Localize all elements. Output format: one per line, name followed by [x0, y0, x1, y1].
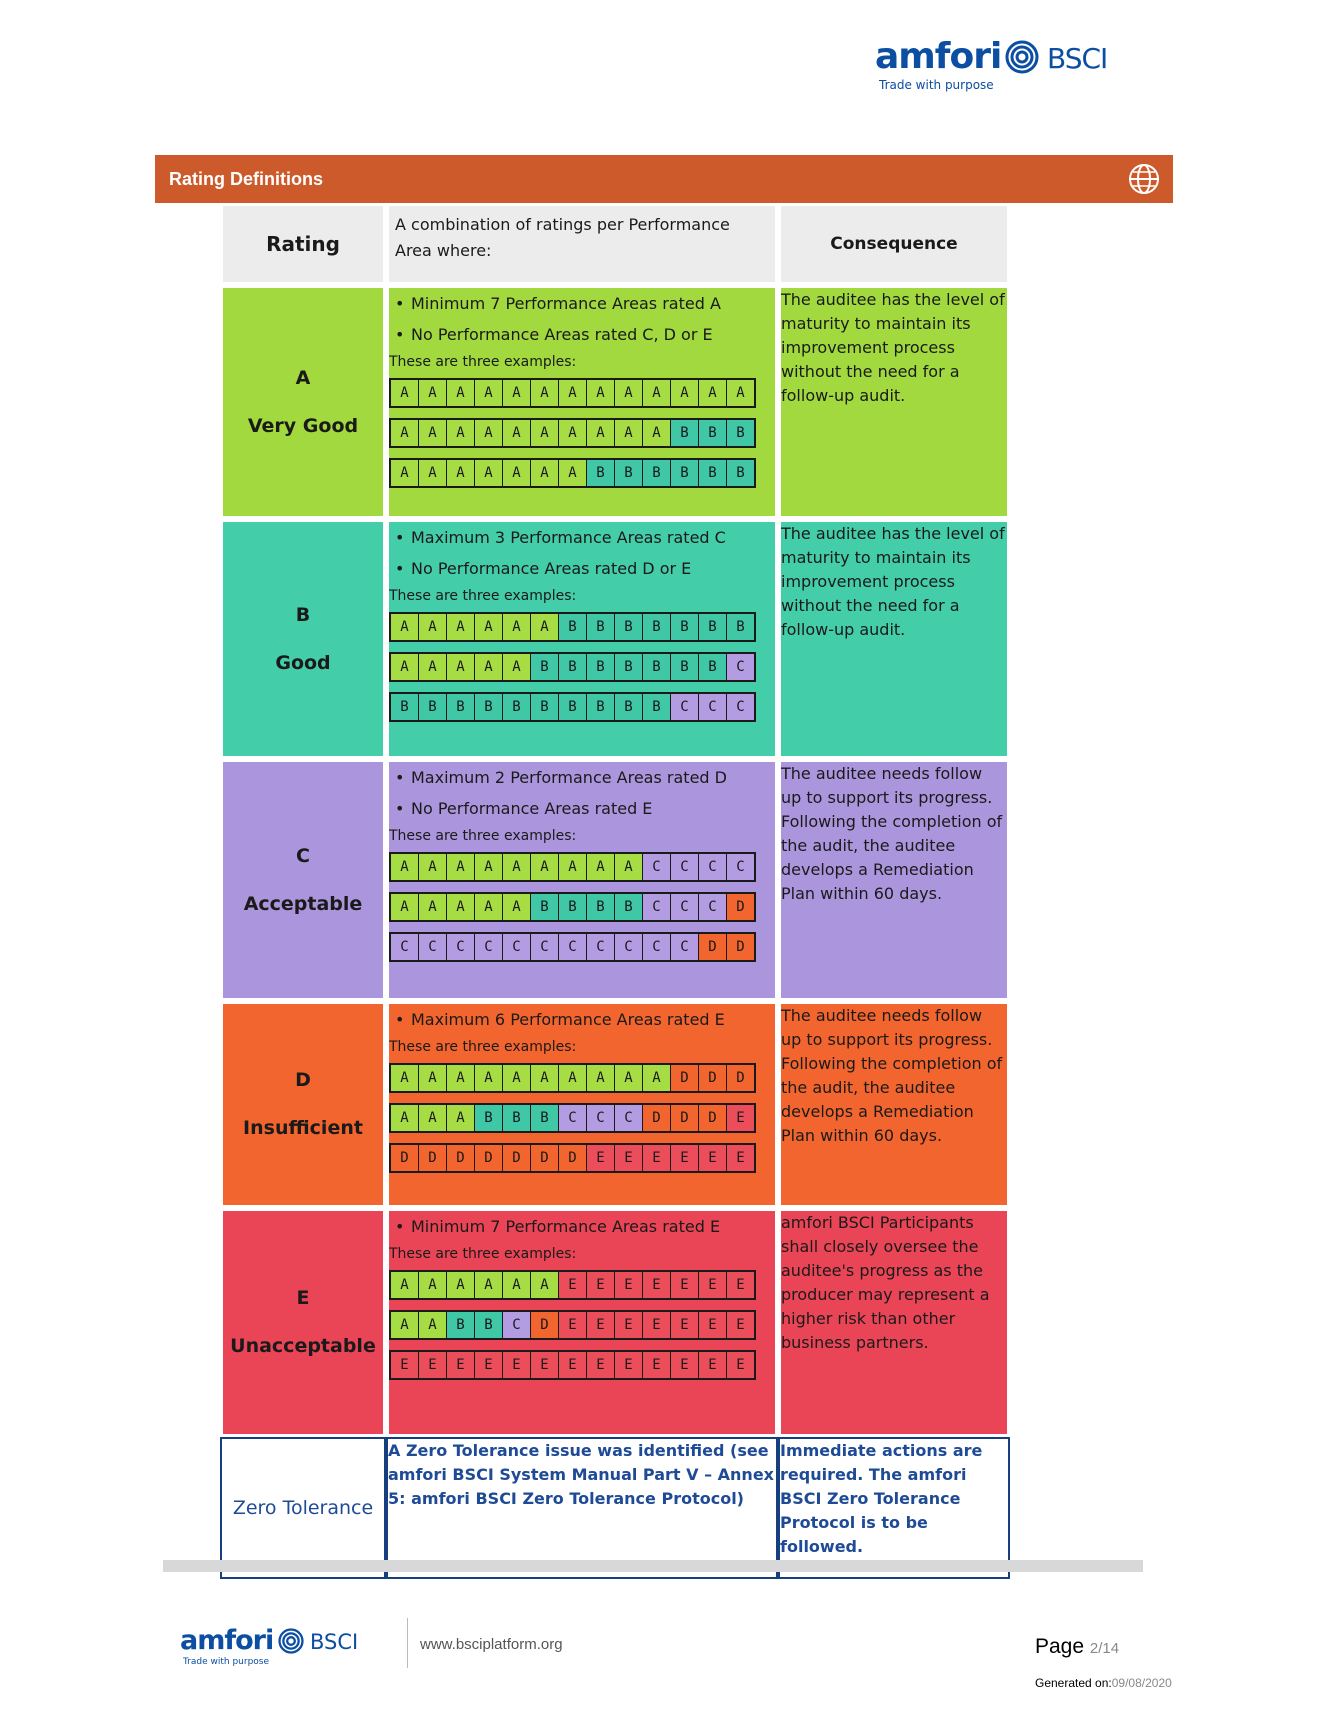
example-cell: B: [643, 460, 671, 486]
example-cell: A: [391, 854, 419, 880]
example-cell: A: [531, 1272, 559, 1298]
criteria-bullet: • Minimum 7 Performance Areas rated A: [389, 288, 775, 319]
example-cell: A: [587, 420, 615, 446]
example-cell: A: [587, 380, 615, 406]
example-cell: B: [475, 694, 503, 720]
example-cell: A: [447, 894, 475, 920]
example-cell: A: [419, 1065, 447, 1091]
example-cell: B: [699, 420, 727, 446]
example-cell: C: [671, 934, 699, 960]
example-cell: E: [643, 1312, 671, 1338]
example-cell: D: [699, 1065, 727, 1091]
example-cell: A: [391, 420, 419, 446]
example-strip: [389, 1143, 756, 1173]
example-cell: C: [615, 934, 643, 960]
example-cell: A: [391, 654, 419, 680]
criteria-bullet: • No Performance Areas rated E: [389, 793, 775, 824]
logo-tagline: Trade with purpose: [183, 1657, 270, 1667]
example-cell: D: [727, 1065, 754, 1091]
example-cell: A: [391, 614, 419, 640]
rating-letter: B: [295, 604, 311, 627]
example-cell: A: [615, 420, 643, 446]
example-cell: A: [559, 854, 587, 880]
logo-bsci: BSCI: [1047, 42, 1108, 75]
example-cell: B: [531, 654, 559, 680]
criteria-bullet: • Maximum 3 Performance Areas rated C: [389, 522, 775, 553]
example-cell: B: [643, 654, 671, 680]
table-header-row: [220, 203, 1010, 285]
consequence-cell: The auditee needs follow up to support its progress. Following the completion of the audit, the auditee develops a Remediation Plan within 60 days.: [778, 1001, 1010, 1208]
example-cell: D: [391, 1145, 419, 1171]
example-cell: A: [391, 894, 419, 920]
example-cell: B: [671, 460, 699, 486]
example-cell: A: [475, 1272, 503, 1298]
example-cell: B: [559, 894, 587, 920]
example-cell: B: [699, 460, 727, 486]
example-cell: E: [671, 1352, 699, 1378]
example-cell: A: [475, 894, 503, 920]
example-cell: C: [419, 934, 447, 960]
example-cell: E: [615, 1272, 643, 1298]
example-cell: A: [447, 1065, 475, 1091]
example-strip: [389, 692, 756, 722]
example-cell: D: [699, 934, 727, 960]
example-cell: A: [503, 854, 531, 880]
example-cell: B: [559, 694, 587, 720]
example-cell: A: [559, 420, 587, 446]
example-strip: [389, 612, 756, 642]
example-cell: E: [727, 1272, 754, 1298]
example-cell: C: [727, 694, 754, 720]
example-cell: C: [671, 694, 699, 720]
rating-row-b: [220, 519, 1010, 759]
example-cell: A: [531, 1065, 559, 1091]
example-cell: D: [727, 934, 754, 960]
rating-letter: D: [295, 1069, 311, 1092]
example-strip: [389, 932, 756, 962]
example-cell: B: [587, 460, 615, 486]
footer-logo: [180, 1625, 360, 1675]
example-cell: E: [447, 1352, 475, 1378]
example-cell: C: [475, 934, 503, 960]
example-cell: D: [559, 1145, 587, 1171]
example-cell: E: [559, 1272, 587, 1298]
example-cell: A: [391, 460, 419, 486]
page-label: Page: [1035, 1635, 1085, 1658]
example-cell: B: [643, 614, 671, 640]
example-cell: C: [699, 894, 727, 920]
example-cell: E: [727, 1105, 754, 1131]
example-cell: E: [587, 1312, 615, 1338]
example-cell: E: [475, 1352, 503, 1378]
example-cell: A: [419, 380, 447, 406]
rating-label: Good: [275, 652, 331, 675]
combination-cell: [386, 519, 778, 759]
example-cell: D: [531, 1312, 559, 1338]
example-cell: C: [643, 894, 671, 920]
example-cell: E: [419, 1352, 447, 1378]
example-cell: B: [615, 894, 643, 920]
example-cell: A: [503, 380, 531, 406]
example-cell: A: [503, 460, 531, 486]
example-cell: D: [727, 894, 754, 920]
example-cell: C: [531, 934, 559, 960]
example-cell: B: [475, 1105, 503, 1131]
example-cell: A: [671, 380, 699, 406]
footer-url[interactable]: www.bsciplatform.org: [420, 1636, 563, 1653]
example-cell: B: [447, 694, 475, 720]
examples-label: These are three examples:: [389, 828, 577, 845]
example-cell: E: [699, 1272, 727, 1298]
example-cell: C: [699, 854, 727, 880]
logo-wordmark: amfori: [180, 1625, 274, 1656]
example-cell: B: [447, 1312, 475, 1338]
criteria-bullet: • No Performance Areas rated D or E: [389, 553, 775, 584]
example-cell: E: [615, 1352, 643, 1378]
rating-row-c: [220, 759, 1010, 1001]
example-cell: A: [419, 420, 447, 446]
example-cell: C: [671, 894, 699, 920]
example-cell: C: [587, 934, 615, 960]
example-cell: E: [615, 1312, 643, 1338]
amfori-ring-icon: [278, 1628, 304, 1654]
example-cell: B: [587, 894, 615, 920]
header-consequence: Consequence: [778, 203, 1010, 285]
examples-label: These are three examples:: [389, 1038, 577, 1055]
example-cell: E: [587, 1352, 615, 1378]
example-cell: B: [531, 894, 559, 920]
example-cell: A: [615, 380, 643, 406]
example-cell: E: [727, 1352, 754, 1378]
example-cell: A: [531, 614, 559, 640]
rating-cell: [220, 1001, 386, 1208]
consequence-cell: amfori BSCI Participants shall closely oversee the auditee's progress as the producer may represent a higher risk than other business partners.: [778, 1208, 1010, 1437]
example-cell: C: [699, 694, 727, 720]
example-cell: B: [671, 420, 699, 446]
example-cell: A: [699, 380, 727, 406]
example-cell: B: [699, 614, 727, 640]
example-cell: A: [391, 380, 419, 406]
example-cell: D: [475, 1145, 503, 1171]
example-strip: [389, 1270, 756, 1300]
example-cell: E: [699, 1312, 727, 1338]
example-cell: C: [615, 1105, 643, 1131]
rating-cell: [220, 519, 386, 759]
example-cell: E: [699, 1145, 727, 1171]
amfori-ring-icon: [1005, 40, 1039, 74]
header-rating: Rating: [220, 203, 386, 285]
example-cell: A: [447, 854, 475, 880]
example-cell: B: [615, 694, 643, 720]
zero-tolerance-row: [220, 1437, 1010, 1579]
example-cell: A: [503, 420, 531, 446]
example-grids: [389, 1270, 775, 1380]
example-cell: B: [587, 694, 615, 720]
example-cell: B: [727, 460, 754, 486]
example-cell: A: [615, 854, 643, 880]
example-cell: D: [531, 1145, 559, 1171]
example-grids: [389, 378, 775, 488]
example-cell: B: [503, 1105, 531, 1131]
example-strip: [389, 1103, 756, 1133]
example-cell: A: [727, 380, 754, 406]
amfori-bsci-logo: [875, 36, 1115, 96]
example-cell: B: [419, 694, 447, 720]
example-cell: B: [699, 654, 727, 680]
example-strip: [389, 418, 756, 448]
example-cell: A: [559, 380, 587, 406]
example-cell: C: [643, 854, 671, 880]
example-cell: E: [727, 1312, 754, 1338]
example-cell: D: [503, 1145, 531, 1171]
examples-label: These are three examples:: [389, 353, 577, 370]
example-cell: E: [587, 1145, 615, 1171]
rating-row-a: [220, 285, 1010, 519]
example-cell: E: [699, 1352, 727, 1378]
example-cell: A: [419, 1312, 447, 1338]
example-cell: A: [475, 380, 503, 406]
consequence-cell: The auditee has the level of maturity to maintain its improvement process without the need for a follow-up audit.: [778, 285, 1010, 519]
example-cell: B: [615, 654, 643, 680]
example-cell: A: [447, 380, 475, 406]
example-cell: C: [727, 654, 754, 680]
rating-letter: C: [296, 845, 310, 868]
example-cell: C: [559, 1105, 587, 1131]
examples-label: These are three examples:: [389, 587, 577, 604]
example-cell: A: [419, 654, 447, 680]
criteria-bullet: • Maximum 2 Performance Areas rated D: [389, 762, 775, 793]
example-cell: A: [447, 654, 475, 680]
example-cell: A: [531, 460, 559, 486]
example-cell: E: [391, 1352, 419, 1378]
globe-icon: [1127, 162, 1161, 196]
example-strip: [389, 892, 756, 922]
example-strip: [389, 458, 756, 488]
example-cell: A: [587, 1065, 615, 1091]
example-cell: A: [475, 1065, 503, 1091]
example-strip: [389, 1063, 756, 1093]
example-cell: E: [643, 1145, 671, 1171]
example-cell: A: [503, 1065, 531, 1091]
rating-label: Very Good: [247, 414, 359, 437]
rating-row-d: [220, 1001, 1010, 1208]
example-cell: B: [727, 420, 754, 446]
example-cell: A: [531, 854, 559, 880]
combination-cell: [386, 759, 778, 1001]
example-cell: E: [559, 1352, 587, 1378]
logo-bsci: BSCI: [310, 1630, 359, 1654]
example-cell: C: [643, 934, 671, 960]
example-cell: D: [671, 1065, 699, 1091]
rating-definitions-table: [220, 203, 1010, 1579]
example-cell: A: [503, 614, 531, 640]
rating-label: Unacceptable: [230, 1335, 376, 1358]
section-title: Rating Definitions: [169, 168, 323, 189]
example-strip: [389, 1310, 756, 1340]
example-cell: E: [503, 1352, 531, 1378]
consequence-cell: The auditee needs follow up to support its progress. Following the completion of the audit, the auditee develops a Remediation Plan within 60 days.: [778, 759, 1010, 1001]
example-cell: D: [643, 1105, 671, 1131]
example-grids: [389, 852, 775, 962]
combination-cell: [386, 285, 778, 519]
example-strip: [389, 1350, 756, 1380]
consequence-cell: Immediate actions are required. The amfori BSCI Zero Tolerance Protocol is to be followed.: [778, 1437, 1010, 1579]
rating-label: Acceptable: [243, 893, 363, 916]
example-cell: B: [615, 460, 643, 486]
example-cell: A: [447, 420, 475, 446]
example-grids: [389, 1063, 775, 1173]
rating-row-e: [220, 1208, 1010, 1437]
example-cell: A: [391, 1272, 419, 1298]
example-cell: A: [391, 1105, 419, 1131]
example-cell: B: [587, 654, 615, 680]
rating-letter: E: [296, 1287, 310, 1310]
example-cell: C: [391, 934, 419, 960]
example-strip: [389, 652, 756, 682]
rating-label: Insufficient: [243, 1117, 363, 1140]
page-divider: [163, 1560, 1143, 1572]
example-cell: A: [643, 1065, 671, 1091]
example-cell: B: [531, 694, 559, 720]
example-cell: E: [587, 1272, 615, 1298]
example-cell: E: [643, 1272, 671, 1298]
example-cell: B: [587, 614, 615, 640]
example-cell: D: [419, 1145, 447, 1171]
example-cell: E: [727, 1145, 754, 1171]
example-cell: C: [447, 934, 475, 960]
consequence-cell: The auditee has the level of maturity to maintain its improvement process without the need for a follow-up audit.: [778, 519, 1010, 759]
example-cell: E: [671, 1272, 699, 1298]
example-cell: A: [531, 420, 559, 446]
example-cell: C: [671, 854, 699, 880]
example-cell: B: [531, 1105, 559, 1131]
rating-letter: A: [295, 366, 311, 389]
example-cell: A: [643, 420, 671, 446]
footer-divider: [407, 1618, 408, 1668]
example-cell: B: [615, 614, 643, 640]
generated-date: 09/08/2020: [1111, 1676, 1172, 1690]
example-cell: C: [727, 854, 754, 880]
example-cell: A: [615, 1065, 643, 1091]
example-cell: A: [475, 654, 503, 680]
example-cell: A: [643, 380, 671, 406]
rating-cell: [220, 285, 386, 519]
example-cell: B: [391, 694, 419, 720]
example-cell: C: [503, 934, 531, 960]
example-cell: B: [559, 654, 587, 680]
example-cell: A: [447, 460, 475, 486]
example-cell: A: [503, 894, 531, 920]
example-cell: E: [643, 1352, 671, 1378]
logo-wordmark: amfori: [875, 36, 1002, 77]
example-cell: E: [615, 1145, 643, 1171]
criteria-bullet: • Minimum 7 Performance Areas rated E: [389, 1211, 775, 1242]
example-cell: A: [475, 854, 503, 880]
example-cell: A: [475, 614, 503, 640]
generated-on: [1035, 1676, 1172, 1690]
example-cell: A: [503, 654, 531, 680]
examples-label: These are three examples:: [389, 1246, 577, 1263]
page-count: 2/14: [1089, 1640, 1120, 1657]
example-cell: A: [419, 460, 447, 486]
example-cell: B: [671, 654, 699, 680]
rating-label: Zero Tolerance: [232, 1496, 374, 1519]
combination-cell: A Zero Tolerance issue was identified (see amfori BSCI System Manual Part V – Annex 5: amfori BSCI Zero Tolerance Protocol): [386, 1437, 778, 1579]
example-cell: A: [475, 420, 503, 446]
example-cell: C: [503, 1312, 531, 1338]
example-cell: E: [671, 1145, 699, 1171]
generated-label: Generated on:: [1035, 1676, 1112, 1690]
example-cell: E: [531, 1352, 559, 1378]
combination-cell: [386, 1208, 778, 1437]
example-cell: A: [419, 894, 447, 920]
example-cell: A: [419, 614, 447, 640]
example-cell: B: [643, 694, 671, 720]
example-cell: B: [503, 694, 531, 720]
rating-cell: [220, 1208, 386, 1437]
rating-cell: [220, 1437, 386, 1579]
example-cell: E: [671, 1312, 699, 1338]
example-cell: E: [559, 1312, 587, 1338]
example-cell: C: [559, 934, 587, 960]
example-cell: B: [475, 1312, 503, 1338]
example-cell: A: [559, 1065, 587, 1091]
combination-cell: [386, 1001, 778, 1208]
example-cell: A: [531, 380, 559, 406]
example-cell: A: [447, 614, 475, 640]
example-cell: A: [419, 854, 447, 880]
example-cell: C: [587, 1105, 615, 1131]
example-cell: A: [503, 1272, 531, 1298]
example-grids: [389, 612, 775, 722]
example-cell: D: [447, 1145, 475, 1171]
logo-tagline: Trade with purpose: [879, 78, 994, 92]
example-cell: B: [671, 614, 699, 640]
example-cell: A: [391, 1312, 419, 1338]
criteria-bullet: • Maximum 6 Performance Areas rated E: [389, 1004, 775, 1035]
header-combination: A combination of ratings per Performance Area where:: [386, 203, 778, 285]
rating-cell: [220, 759, 386, 1001]
example-cell: B: [727, 614, 754, 640]
example-cell: A: [419, 1105, 447, 1131]
example-cell: D: [699, 1105, 727, 1131]
example-cell: D: [671, 1105, 699, 1131]
example-cell: A: [587, 854, 615, 880]
example-cell: A: [419, 1272, 447, 1298]
page-number: [1035, 1635, 1119, 1659]
example-strip: [389, 852, 756, 882]
criteria-bullet: • No Performance Areas rated C, D or E: [389, 319, 775, 350]
example-cell: A: [391, 1065, 419, 1091]
example-cell: A: [475, 460, 503, 486]
example-cell: A: [447, 1272, 475, 1298]
example-cell: A: [447, 1105, 475, 1131]
section-header-bar: [155, 155, 1173, 203]
example-cell: B: [559, 614, 587, 640]
example-strip: [389, 378, 756, 408]
example-cell: A: [559, 460, 587, 486]
